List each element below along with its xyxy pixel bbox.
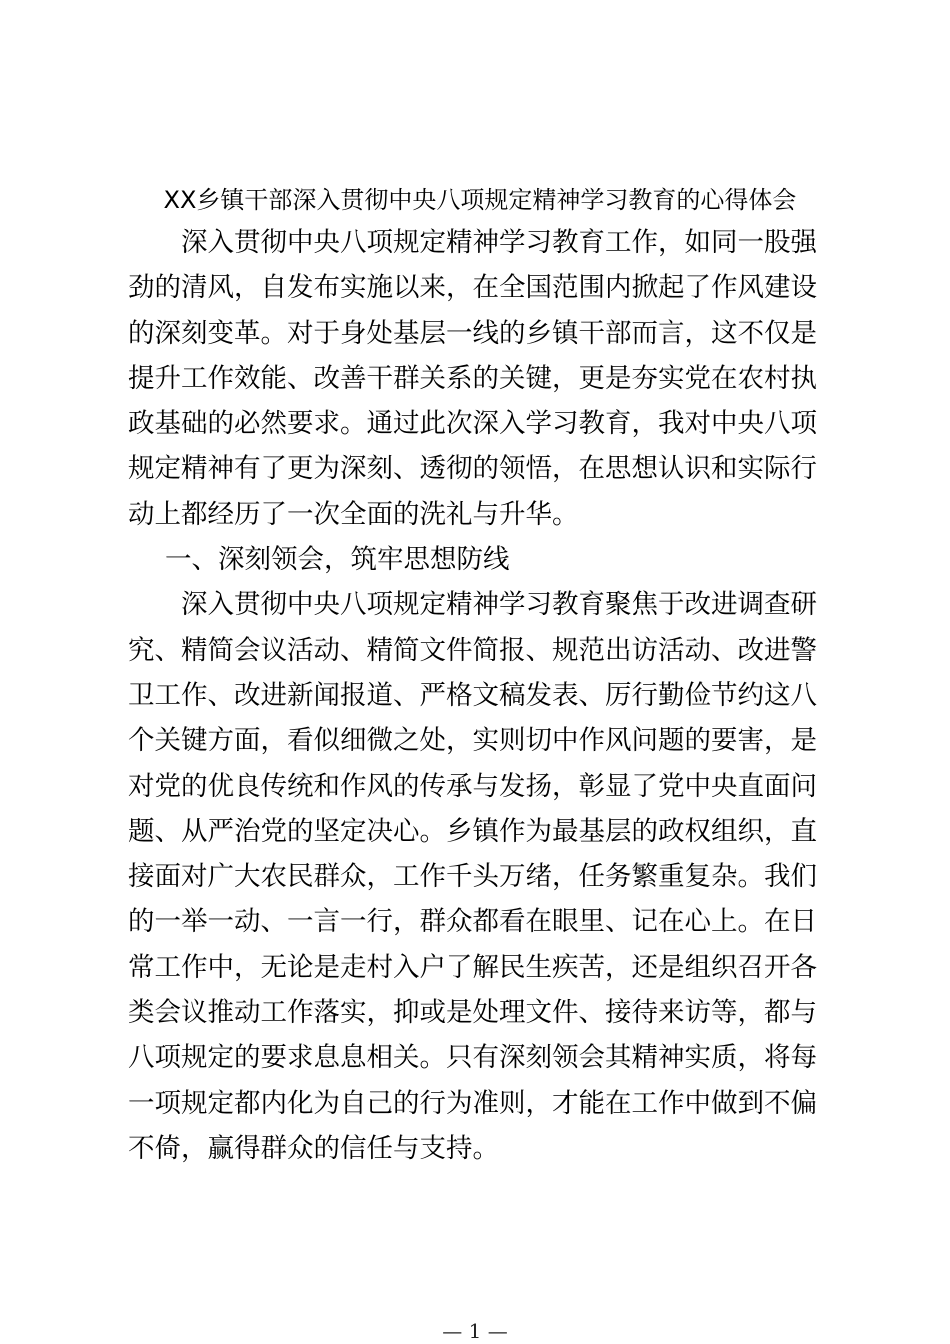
document-title: XX乡镇干部深入贯彻中央八项规定精神学习教育的心得体会	[163, 186, 797, 214]
page-number: — 1 —	[442, 1319, 508, 1343]
section-heading: 一、深刻领会，筑牢思想防线	[165, 544, 510, 576]
section-paragraph: 深入贯彻中央八项规定精神学习教育聚焦于改进调查研究、精简会议活动、精简文件简报、规范出访活动、改进警卫工作、改进新闻报道、严格文稿发表、厉行勤俭节约这八个关键方面，看似细微之处，实则切中作风问题的要害，是对党的优良传统和作风的传承与发扬，彰显了党中央直面问题、从严治党的坚定决心。乡镇作为最基层的政权组织，直接面对广大农民群众，工作千头万绪，任务繁重复杂。我们的一举一动、一言一行，群众都看在眼里、记在心上。在日常工作中，无论是走村入户了解民生疾苦，还是组织召开各类会议推动工作落实，抑或是处理文件、接待来访等，都与八项规定的要求息息相关。只有深刻领会其精神实质，将每一项规定都内化为自己的行为准则，才能在工作中做到不偏不倚，赢得群众的信任与支持。	[128, 589, 817, 1164]
document-body	[128, 220, 817, 1171]
intro-paragraph: 深入贯彻中央八项规定精神学习教育工作，如同一股强劲的清风，自发布实施以来，在全国范围内掀起了作风建设的深刻变革。对于身处基层一线的乡镇干部而言，这不仅是提升工作效能、改善干群关系的关键，更是夯实党在农村执政基础的必然要求。通过此次深入学习教育，我对中央八项规定精神有了更为深刻、透彻的领悟，在思想认识和实际行动上都经历了一次全面的洗礼与升华。	[128, 227, 817, 530]
